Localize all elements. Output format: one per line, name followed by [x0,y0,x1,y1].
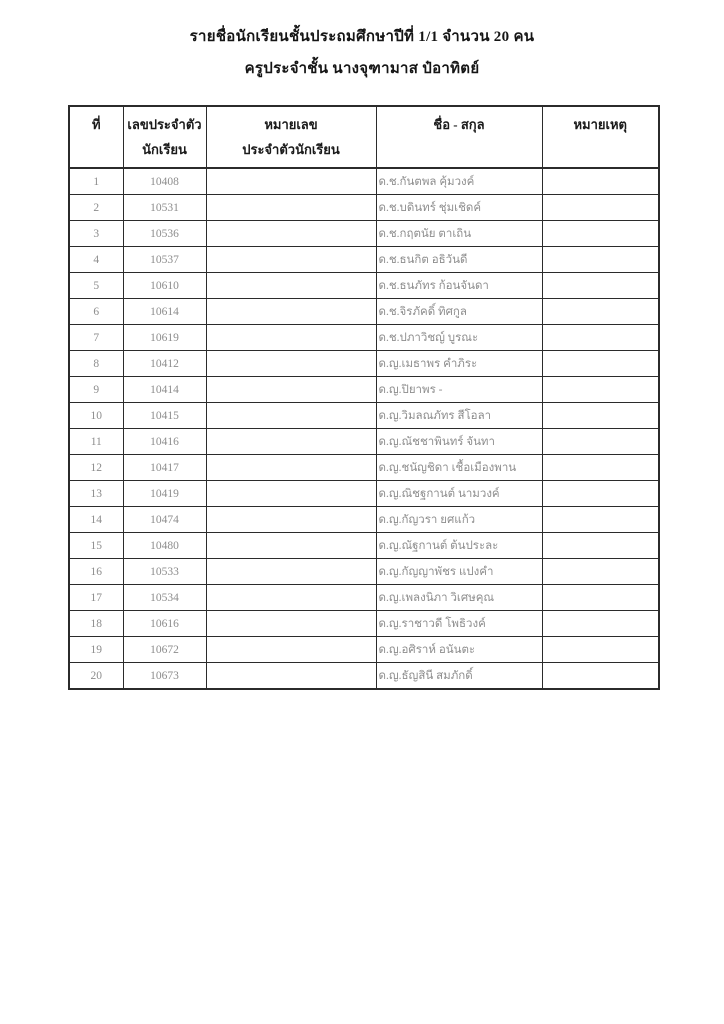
column-header-student-id-line1: เลขประจำตัว [127,117,202,132]
student-id-cell: 10616 [123,611,206,637]
table-body [69,168,659,689]
serial-number-cell [206,429,376,455]
student-name-cell: ด.ช.ธนกิต อธิวันดี [376,247,542,273]
note-cell [542,325,659,351]
serial-number-cell [206,299,376,325]
row-number-cell: 8 [69,351,123,377]
row-number-cell: 6 [69,299,123,325]
student-name-cell: ด.ญ.ณัฐกานต์ ต้นประละ [376,533,542,559]
note-cell [542,637,659,663]
row-number-cell: 2 [69,195,123,221]
note-cell [542,663,659,690]
student-id-cell: 10533 [123,559,206,585]
note-cell [542,507,659,533]
note-cell [542,559,659,585]
serial-number-cell [206,559,376,585]
table-row [69,559,659,585]
serial-number-cell [206,168,376,195]
row-number-cell: 16 [69,559,123,585]
serial-number-cell [206,273,376,299]
student-id-cell: 10416 [123,429,206,455]
row-number-cell: 11 [69,429,123,455]
table-row [69,507,659,533]
student-id-cell: 10415 [123,403,206,429]
student-name-cell: ด.ช.กันตพล คุ้มวงค์ [376,168,542,195]
table-row [69,455,659,481]
student-name-cell: ด.ญ.ณัชชาพินทร์ จันทา [376,429,542,455]
serial-number-cell [206,585,376,611]
row-number-cell: 1 [69,168,123,195]
student-id-cell: 10537 [123,247,206,273]
student-id-cell: 10474 [123,507,206,533]
student-name-cell: ด.ช.ธนภัทร ก้อนจันดา [376,273,542,299]
row-number-cell: 20 [69,663,123,690]
student-id-cell: 10672 [123,637,206,663]
row-number-cell: 12 [69,455,123,481]
column-header-serial-line2: ประจำตัวนักเรียน [242,141,340,157]
column-header-name: ชื่อ - สกุล [376,106,542,168]
table-row [69,585,659,611]
serial-number-cell [206,247,376,273]
serial-number-cell [206,351,376,377]
table-row [69,481,659,507]
student-id-cell: 10417 [123,455,206,481]
table-row [69,195,659,221]
serial-number-cell [206,221,376,247]
serial-number-cell [206,325,376,351]
note-cell [542,221,659,247]
row-number-cell: 7 [69,325,123,351]
table-row [69,637,659,663]
serial-number-cell [206,377,376,403]
row-number-cell: 17 [69,585,123,611]
student-name-cell: ด.ช.บดินทร์ ชุ่มเชิดค์ [376,195,542,221]
row-number-cell: 3 [69,221,123,247]
student-name-cell: ด.ญ.อศิราห์ อนันตะ [376,637,542,663]
table-row [69,221,659,247]
document-header [0,0,724,77]
table-row [69,533,659,559]
row-number-cell: 9 [69,377,123,403]
student-id-cell: 10614 [123,299,206,325]
student-name-cell: ด.ช.ปภาวิชญ์ บูรณะ [376,325,542,351]
note-cell [542,273,659,299]
row-number-cell: 5 [69,273,123,299]
note-cell [542,377,659,403]
serial-number-cell [206,195,376,221]
note-cell [542,299,659,325]
student-id-cell: 10408 [123,168,206,195]
column-header-student-id-line2: นักเรียน [142,141,187,157]
row-number-cell: 10 [69,403,123,429]
column-header-serial [206,106,376,168]
serial-number-cell [206,507,376,533]
serial-number-cell [206,481,376,507]
note-cell [542,429,659,455]
note-cell [542,585,659,611]
row-number-cell: 18 [69,611,123,637]
student-name-cell: ด.ญ.เมธาพร คำภิระ [376,351,542,377]
table-row [69,325,659,351]
table-row [69,351,659,377]
student-name-cell: ด.ญ.ราชาวดี โพธิวงค์ [376,611,542,637]
note-cell [542,351,659,377]
column-header-note: หมายเหตุ [542,106,659,168]
student-id-cell: 10480 [123,533,206,559]
column-header-no: ที่ [69,106,123,168]
student-id-cell: 10414 [123,377,206,403]
table-row [69,168,659,195]
row-number-cell: 15 [69,533,123,559]
row-number-cell: 13 [69,481,123,507]
serial-number-cell [206,611,376,637]
table-row [69,663,659,690]
serial-number-cell [206,637,376,663]
row-number-cell: 4 [69,247,123,273]
student-name-cell: ด.ญ.ชนัญชิดา เชื้อเมืองพาน [376,455,542,481]
row-number-cell: 19 [69,637,123,663]
table-row [69,299,659,325]
student-name-cell: ด.ญ.ธัญสินี สมภักดิ์ [376,663,542,690]
student-list-table [68,105,660,690]
column-header-student-id [123,106,206,168]
table-row [69,273,659,299]
student-id-cell: 10419 [123,481,206,507]
note-cell [542,168,659,195]
student-name-cell: ด.ญ.ปิยาพร - [376,377,542,403]
student-name-cell: ด.ญ.ณิชฐกานต์ นามวงค์ [376,481,542,507]
student-id-cell: 10619 [123,325,206,351]
note-cell [542,481,659,507]
serial-number-cell [206,403,376,429]
table-row [69,403,659,429]
student-name-cell: ด.ช.จิรภัคดิ์ ทิศกูล [376,299,542,325]
table-header-row [69,106,659,168]
serial-number-cell [206,663,376,690]
student-name-cell: ด.ญ.กัญวรา ยศแก้ว [376,507,542,533]
student-name-cell: ด.ช.กฤตนัย ตาเถิน [376,221,542,247]
student-name-cell: ด.ญ.กัญญาพัชร แปงคำ [376,559,542,585]
table-row [69,429,659,455]
table-row [69,247,659,273]
note-cell [542,455,659,481]
note-cell [542,195,659,221]
note-cell [542,533,659,559]
student-name-cell: ด.ญ.เพลงนิภา วิเศษคุณ [376,585,542,611]
page-title: รายชื่อนักเรียนชั้นประถมศึกษาปีที่ 1/1 จำนวน 20 คน [189,29,535,45]
table-row [69,377,659,403]
note-cell [542,611,659,637]
row-number-cell: 14 [69,507,123,533]
column-header-serial-line1: หมายเลข [264,117,318,132]
page-subtitle: ครูประจำชั้น นางจุฑามาส ป๋อาทิตย์ [244,61,480,77]
serial-number-cell [206,455,376,481]
student-id-cell: 10610 [123,273,206,299]
serial-number-cell [206,533,376,559]
student-id-cell: 10531 [123,195,206,221]
student-name-cell: ด.ญ.วิมลณภัทร สีโอลา [376,403,542,429]
student-id-cell: 10536 [123,221,206,247]
student-id-cell: 10673 [123,663,206,690]
student-id-cell: 10412 [123,351,206,377]
note-cell [542,247,659,273]
note-cell [542,403,659,429]
table-row [69,611,659,637]
student-id-cell: 10534 [123,585,206,611]
